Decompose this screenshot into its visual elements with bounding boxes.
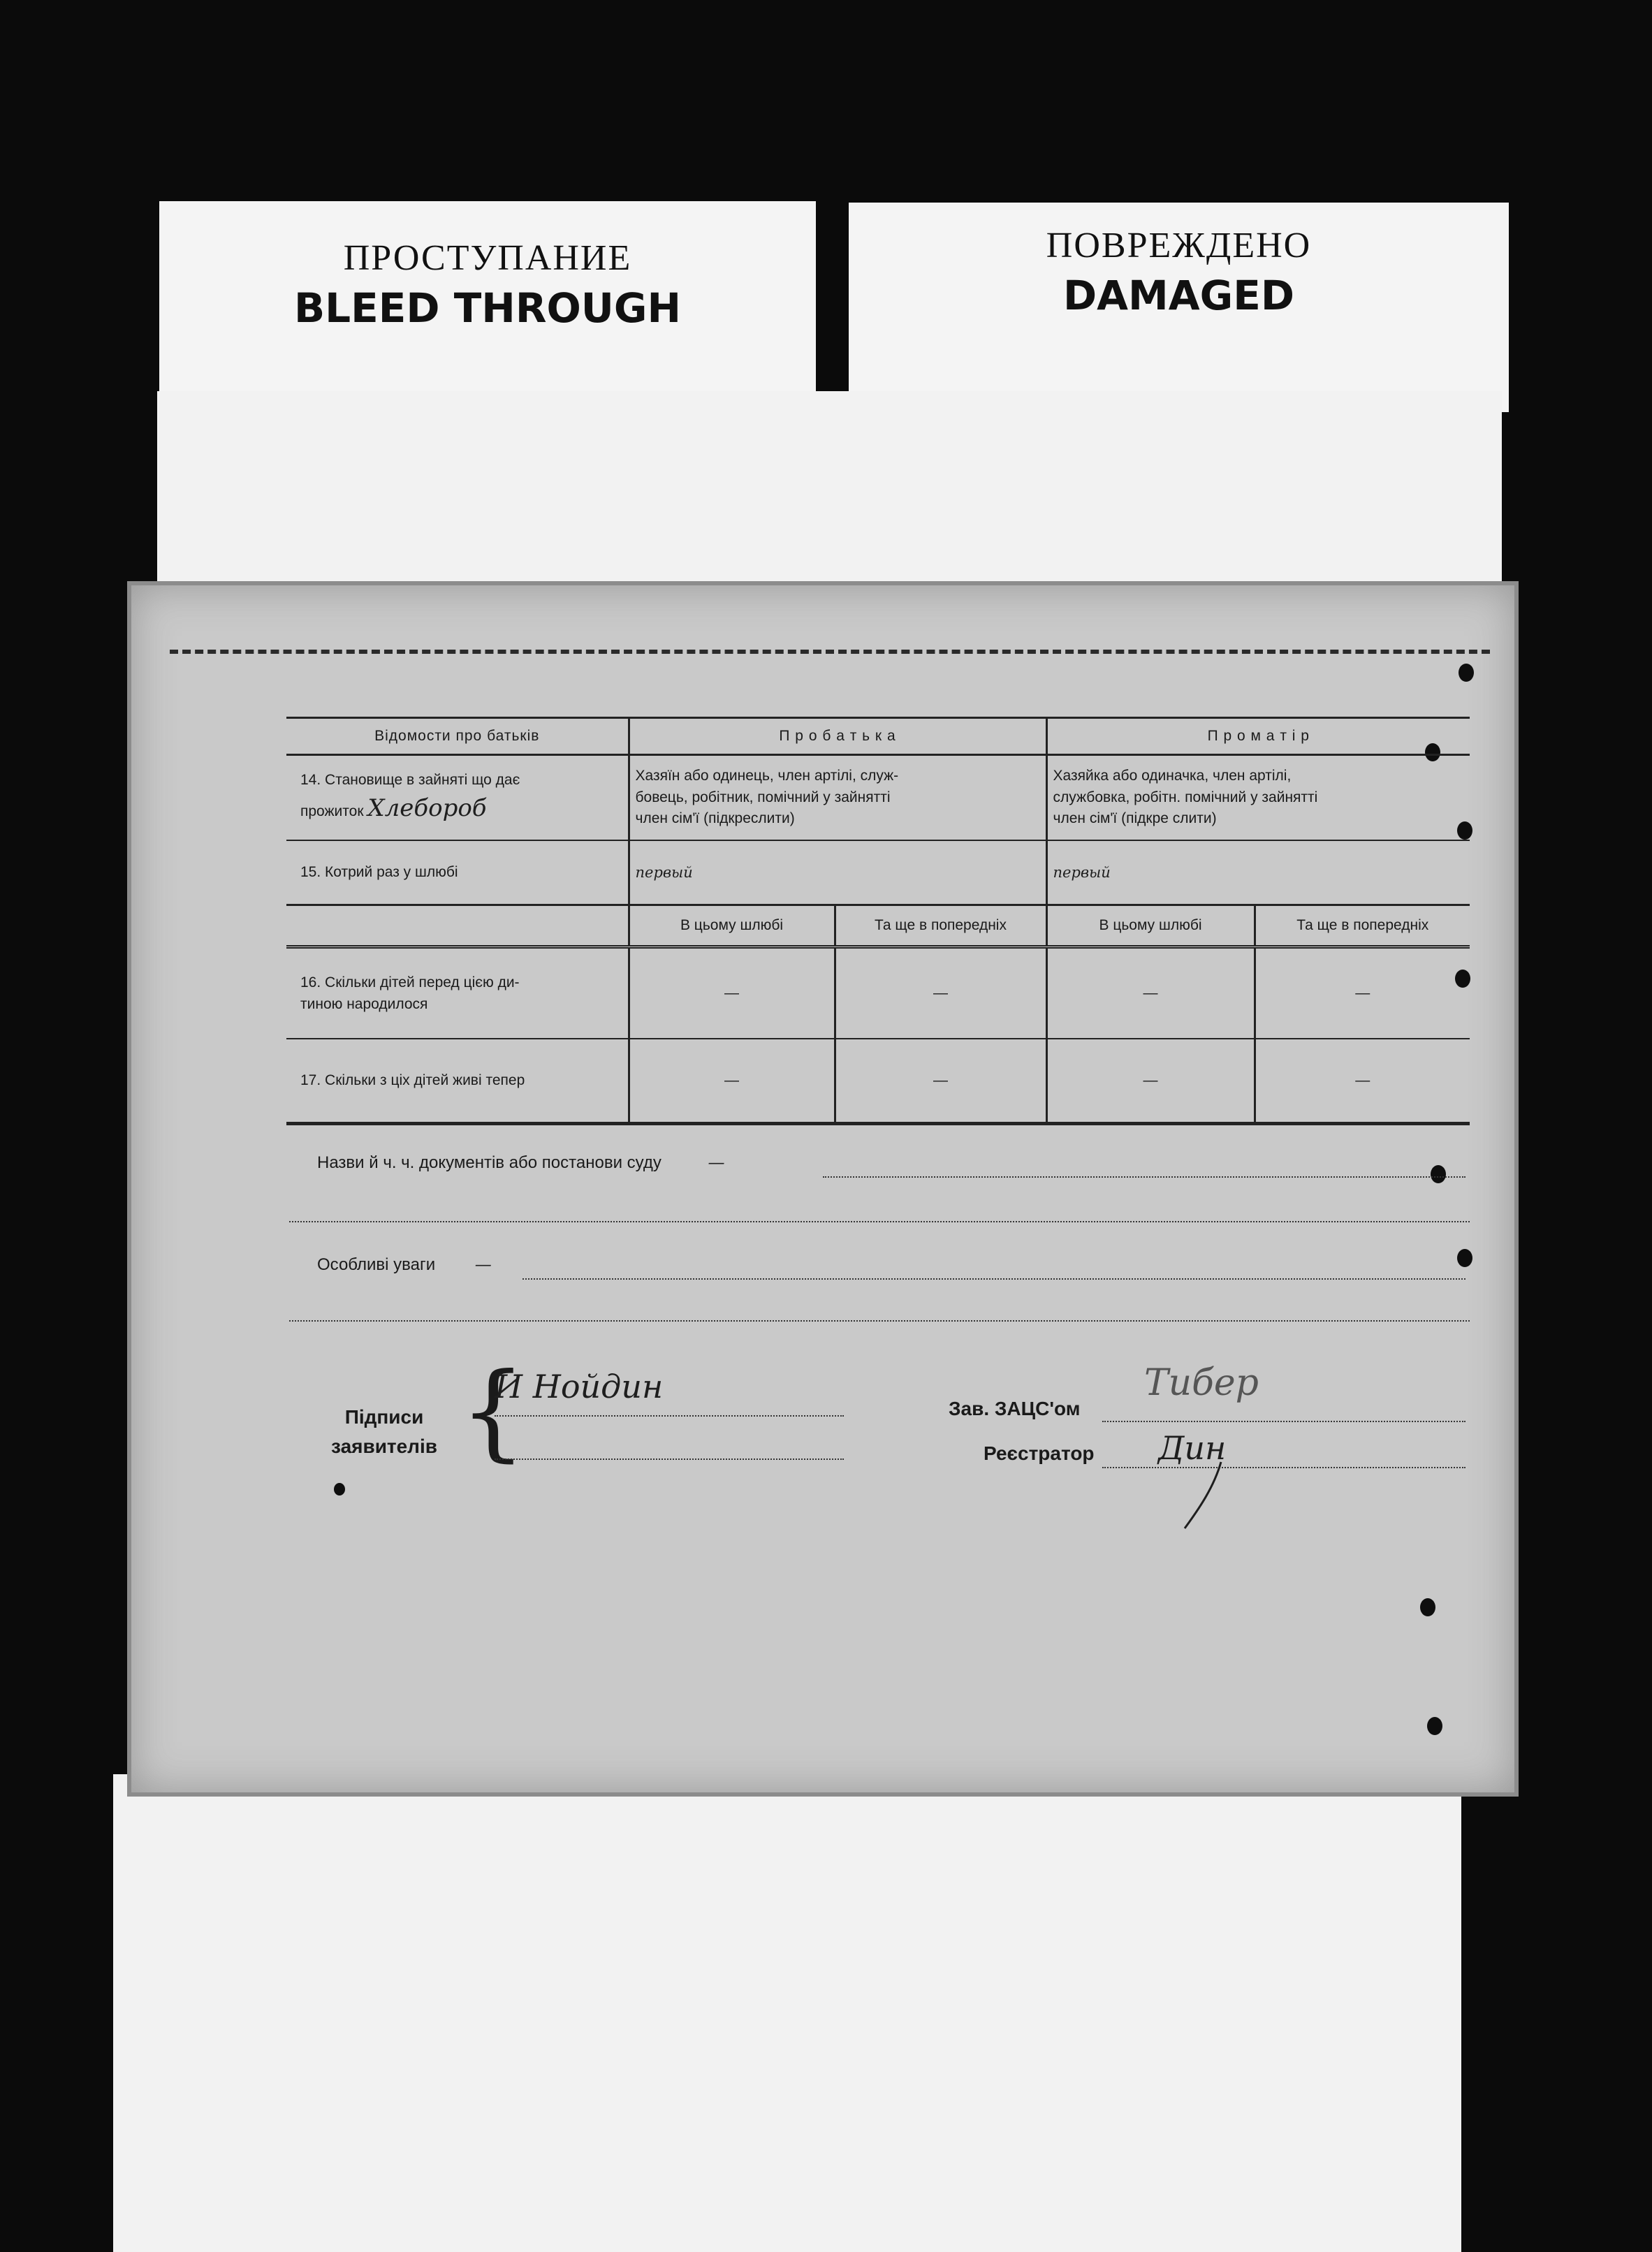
children-alive-cell: —: [1046, 1039, 1255, 1124]
children-born-cell: —: [1255, 947, 1470, 1039]
children-born-cell: —: [1046, 947, 1255, 1039]
remarks-label: Особливі уваги: [317, 1255, 436, 1274]
father-marriage-count-value: первый: [629, 840, 1046, 905]
bleed-through-ru-text: ПРОСТУПАНИЕ: [343, 238, 632, 278]
children-alive-cell: —: [835, 1039, 1046, 1124]
children-born-cell: —: [835, 947, 1046, 1039]
documents-label: Назви й ч. ч. документів або постанови суду: [317, 1153, 661, 1172]
table-subheader-row: [286, 905, 1470, 947]
remarks-field: [289, 1255, 1470, 1275]
damaged-label-card: [849, 203, 1509, 412]
subheader-father-previous: Та ще в попередніх: [835, 905, 1046, 947]
backing-sheet-top: [157, 391, 1502, 601]
table-row-occupation: [286, 755, 1470, 841]
children-born-cell: —: [629, 947, 835, 1039]
mother-option-line: Хазяйка або одиначка, член артілі,: [1053, 768, 1292, 784]
applicants-label-line1: Підписи: [344, 1406, 424, 1428]
binding-hole: [1420, 1598, 1435, 1616]
registrar-signature-line: [1102, 1467, 1465, 1468]
registrar-label: Реєстратор: [984, 1442, 1095, 1464]
row14-handwritten-occupation: Хлебороб: [367, 794, 487, 823]
applicants-label-line2: заявителів: [331, 1435, 437, 1457]
subheader-mother-previous: Та ще в попередніх: [1255, 905, 1470, 947]
remarks-dotted-line: [522, 1278, 1465, 1280]
perforation-line: [170, 650, 1490, 654]
row16-label-cont: тиною народилося: [300, 996, 428, 1012]
table-header-row: [286, 718, 1470, 755]
ink-spot: [334, 1483, 345, 1496]
mother-option-line: член сім'ї (підкре слити): [1053, 810, 1217, 827]
row14-label-cont: прожиток: [300, 803, 364, 820]
damaged-en-text: DAMAGED: [1062, 272, 1294, 319]
father-option-line: член сім'ї (підкреслити): [635, 810, 795, 827]
father-occupation-options: [629, 755, 1046, 841]
documents-value: —: [708, 1153, 725, 1172]
bleed-through-en-text: BLEED THROUGH: [293, 284, 682, 332]
children-alive-cell: —: [629, 1039, 835, 1124]
mother-occupation-options: [1046, 755, 1470, 841]
applicants-signatures-label: [314, 1403, 454, 1461]
documents-field: [289, 1153, 1470, 1173]
head-signature: Тибер: [1144, 1362, 1259, 1404]
remarks-value: —: [474, 1255, 492, 1274]
signature-brace: {: [460, 1351, 527, 1472]
subheader-father-this-marriage: В цьому шлюбі: [629, 905, 835, 947]
table-row-children-born: [286, 947, 1470, 1039]
registrar-signature: Дин: [1158, 1429, 1227, 1467]
applicant-signature-line-2: [495, 1458, 844, 1460]
father-option-line: Хазяїн або одинець, член артілі, служ-: [635, 768, 899, 784]
signature-flourish: [1179, 1458, 1228, 1535]
backing-sheet-bottom: [113, 1774, 1461, 2252]
damaged-ru-text: ПОВРЕЖДЕНО: [1046, 226, 1312, 265]
head-signature-line: [1102, 1421, 1465, 1422]
row16-label: 16. Скільки дітей перед цією ди-: [300, 974, 520, 990]
header-about-father: П р о б а т ь к а: [629, 718, 1046, 755]
header-parents-info: Відомости про батьків: [286, 718, 629, 755]
binding-hole: [1459, 664, 1474, 682]
children-alive-cell: —: [1255, 1039, 1470, 1124]
head-zags-label: Зав. ЗАЦС'ом: [949, 1398, 1081, 1419]
mother-option-line: службовка, робітн. помічний у зайнятті: [1053, 789, 1318, 805]
applicant-signature: И Нойдин: [495, 1368, 664, 1405]
documents-dotted-line: [823, 1176, 1465, 1178]
table-row-children-alive: [286, 1039, 1470, 1124]
parents-info-table: [286, 717, 1470, 1125]
mother-marriage-count-value: первый: [1046, 840, 1470, 905]
remarks-dotted-line-2: [289, 1320, 1470, 1322]
documents-dotted-line-2: [289, 1221, 1470, 1222]
applicant-signature-line-1: [495, 1415, 844, 1417]
father-option-line: бовець, робітник, помічний у зайнятті: [635, 789, 891, 805]
row15-label: 15. Котрий раз у шлюбі: [286, 840, 629, 905]
registration-form: [127, 581, 1519, 1797]
header-about-mother: П р о м а т і р: [1046, 718, 1470, 755]
row14-label: 14. Становище в зайняті що дає: [300, 771, 520, 788]
binding-hole: [1427, 1717, 1442, 1735]
subheader-mother-this-marriage: В цьому шлюбі: [1046, 905, 1255, 947]
table-row-marriage-count: [286, 840, 1470, 905]
row17-label: 17. Скільки з ціх дітей живі тепер: [286, 1039, 629, 1124]
